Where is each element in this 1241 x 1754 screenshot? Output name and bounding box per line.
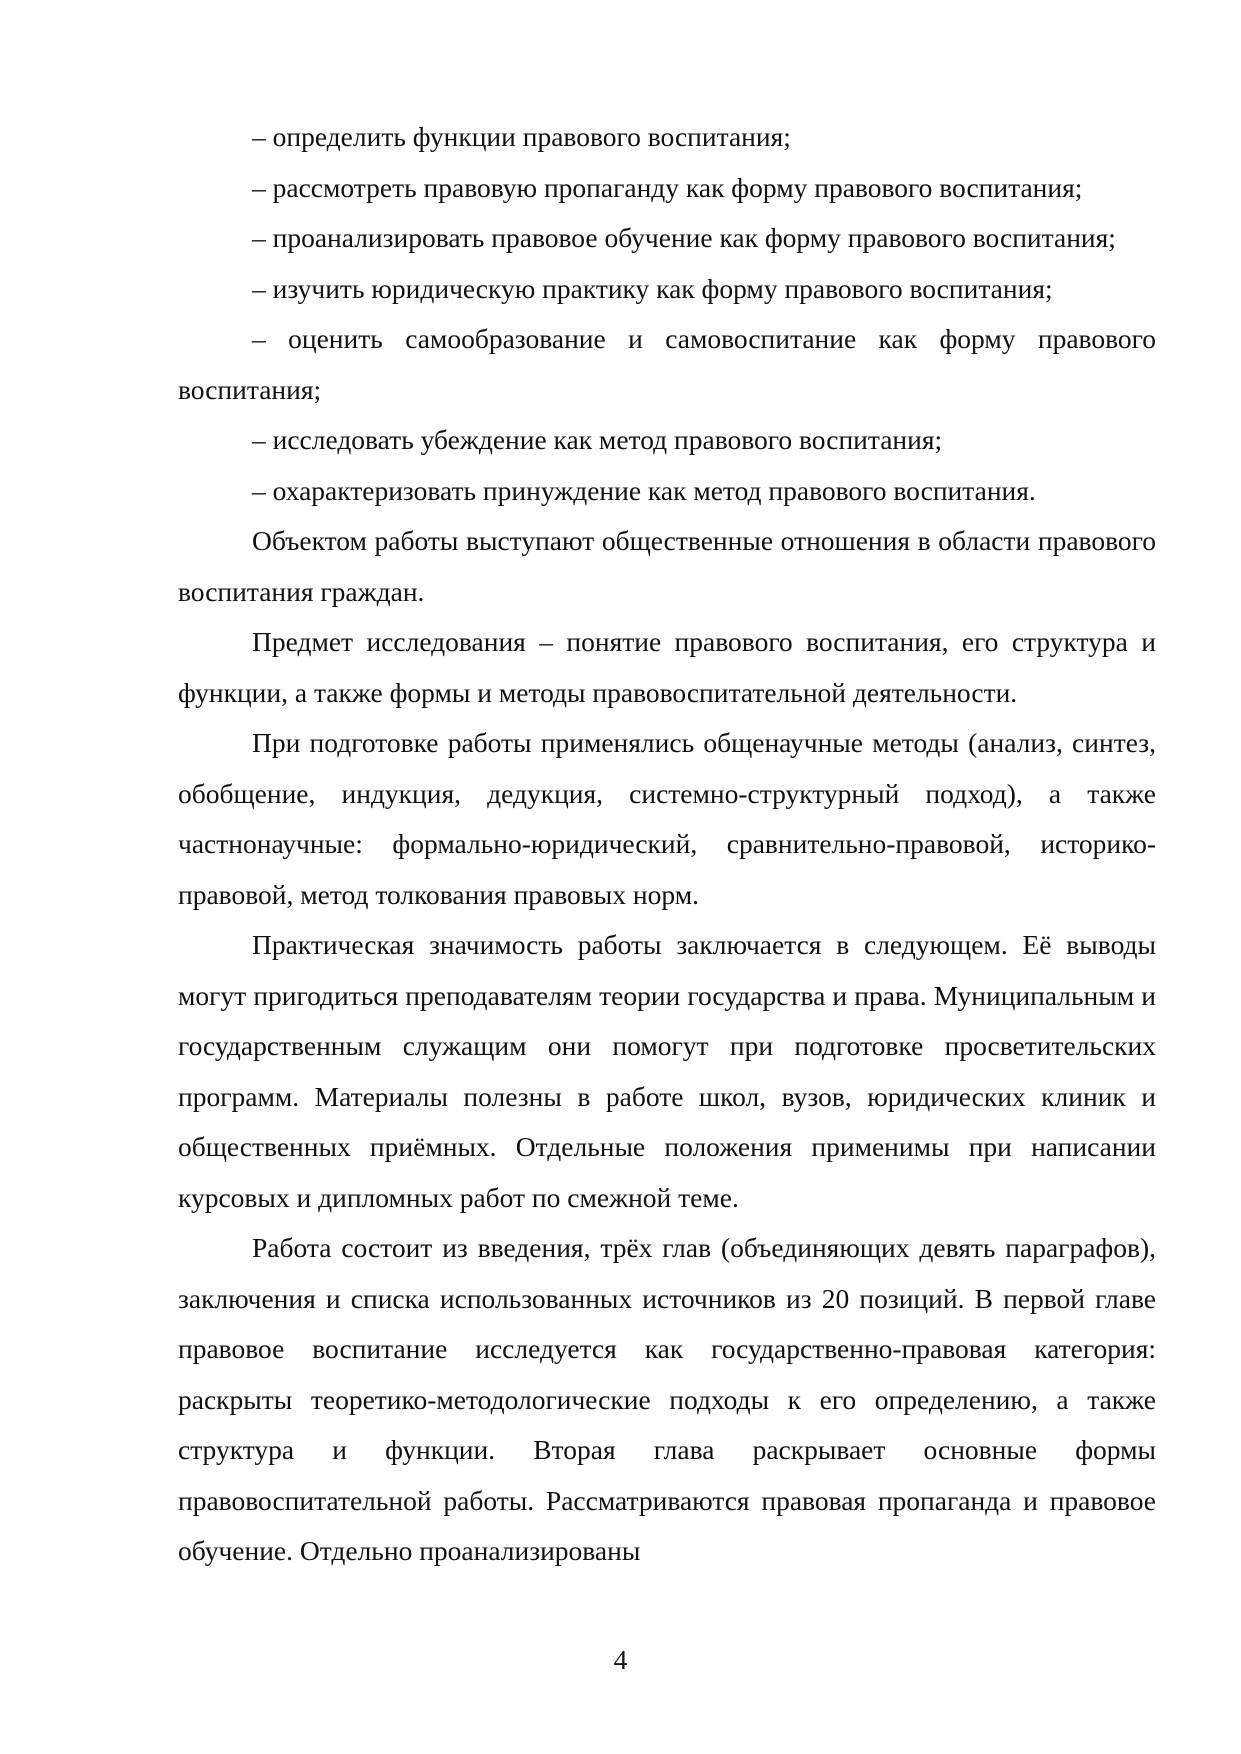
object-paragraph: Объектом работы выступают общественные отношения в области правового воспитания граждан.	[178, 525, 1156, 607]
task-item-practice: – изучить юридическую практику как форму правового воспитания;	[252, 272, 1053, 304]
subject-paragraph: Предмет исследования – понятие правового воспитания, его структура и функции, а также формы и методы правовоспитательной деятельности.	[178, 626, 1156, 708]
methods-paragraph: При подготовке работы применялись общенаучные методы (анализ, синтез, обобщение, индукция, дедукция, системно-структурный подход), а также частнонаучные: формально-юридический, сравнительно-правовой, историко-правовой, метод толкования правовых норм.	[178, 727, 1156, 910]
task-item-propaganda: – рассмотреть правовую пропаганду как форму правового воспитания;	[252, 171, 1083, 203]
page-number: 4	[613, 1644, 628, 1675]
structure-paragraph: Работа состоит из введения, трёх глав (объединяющих девять параграфов), заключения и списка использованных источников из 20 позиций. В первой главе правовое воспитание исследуется как государственно-правовая категория: раскрыты теоретико-методологические подходы к его определению, а также структура и функции. Вторая глава раскрывает основные формы правовоспитательной работы. Рассматриваются правовая пропаганда и правовое обучение. Отдельно проанализированы	[178, 1232, 1156, 1566]
task-item-education: – проанализировать правовое обучение как форму правового воспитания;	[252, 222, 1116, 253]
significance-paragraph: Практическая значимость работы заключается в следующем. Её выводы могут пригодиться преподавателям теории государства и права. Муниципальным и государственным служащим они помогут при подготовке просветительских программ. Материалы полезны в работе школ, вузов, юридических клиник и общественных приёмных. Отдельные положения применимы при написании курсовых и дипломных работ по смежной теме.	[178, 929, 1156, 1213]
task-item-coercion: – охарактеризовать принуждение как метод правового воспитания.	[252, 474, 1036, 506]
task-item-persuasion: – исследовать убеждение как метод правового воспитания;	[252, 424, 943, 455]
task-item-self-education: – оценить самообразование и самовоспитание как форму правового воспитания;	[178, 323, 1156, 405]
task-item-functions: – определить функции правового воспитания;	[252, 121, 791, 152]
body-text	[178, 112, 1156, 1577]
